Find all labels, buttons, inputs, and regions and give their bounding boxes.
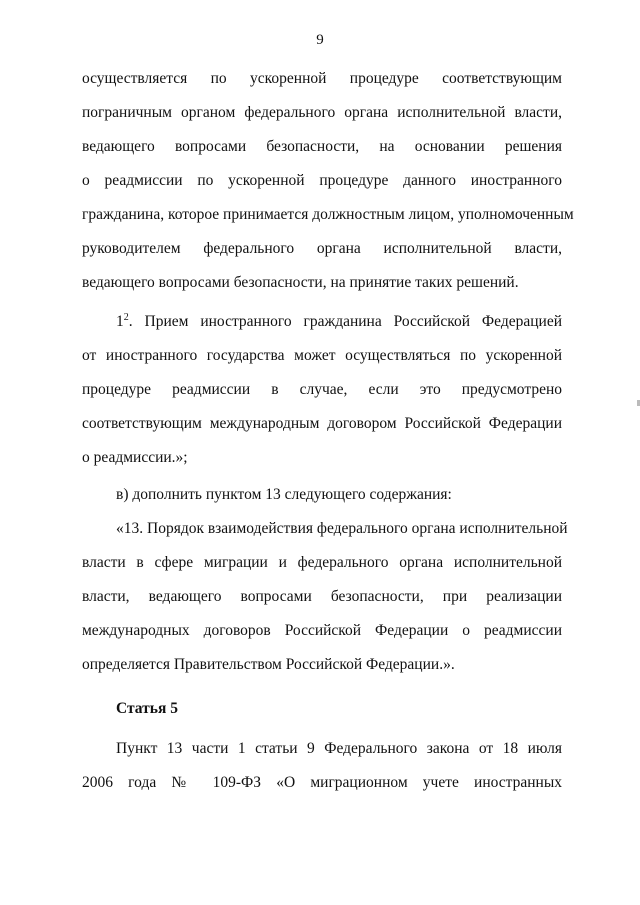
text-fragment: . Прием иностранного гражданина Российской Федерацией bbox=[128, 313, 562, 330]
text-line: «13. Порядок взаимодействия федерального органа исполнительной bbox=[116, 520, 568, 537]
paragraph-continuation bbox=[82, 62, 574, 300]
text-line: власти в сфере миграции и федерального органа исполнительной bbox=[82, 554, 562, 571]
text-line: Пункт 13 части 1 статьи 9 Федерального закона от 18 июля bbox=[116, 740, 562, 757]
paragraph-article-5 bbox=[82, 732, 562, 800]
text-line: процедуре реадмиссии в случае, если это предусмотрено bbox=[82, 381, 562, 398]
text-line: руководителем федерального органа исполнительной власти, bbox=[82, 240, 562, 257]
text-line: осуществляется по ускоренной процедуре соответствующим bbox=[82, 70, 562, 87]
text-line: ведающего вопросами безопасности, на принятие таких решений. bbox=[82, 274, 519, 291]
paragraph-number: 1 bbox=[116, 313, 124, 330]
text-line: соответствующим международным договором Российской Федерации bbox=[82, 415, 562, 432]
text-line: международных договоров Российской Федерации о реадмиссии bbox=[82, 622, 562, 639]
text-line: о реадмиссии по ускоренной процедуре данного иностранного bbox=[82, 172, 562, 189]
paragraph-13 bbox=[82, 512, 568, 682]
paragraph-number-superscript: 2 bbox=[123, 312, 129, 323]
paragraph-1-2 bbox=[82, 305, 562, 475]
text-line: от иностранного государства может осуществляться по ускоренной bbox=[82, 347, 562, 364]
page-number: 9 bbox=[316, 32, 324, 48]
text-line: определяется Правительством Российской Федерации.». bbox=[82, 656, 455, 673]
article-heading: Статья 5 bbox=[116, 700, 178, 717]
text-line: власти, ведающего вопросами безопасности, при реализации bbox=[82, 588, 562, 605]
text-line: в) дополнить пунктом 13 следующего содержания: bbox=[116, 486, 452, 503]
text-line: 2006 года № 109-ФЗ «О миграционном учете иностранных bbox=[82, 774, 562, 791]
text-line: пограничным органом федерального органа исполнительной власти, bbox=[82, 104, 562, 121]
text-line: ведающего вопросами безопасности, на основании решения bbox=[82, 138, 562, 155]
paragraph-first-line bbox=[82, 305, 562, 339]
text-line: о реадмиссии.»; bbox=[82, 449, 188, 466]
paragraph-amendment-v bbox=[82, 478, 562, 512]
text-line: гражданина, которое принимается должностным лицом, уполномоченным bbox=[82, 206, 574, 223]
